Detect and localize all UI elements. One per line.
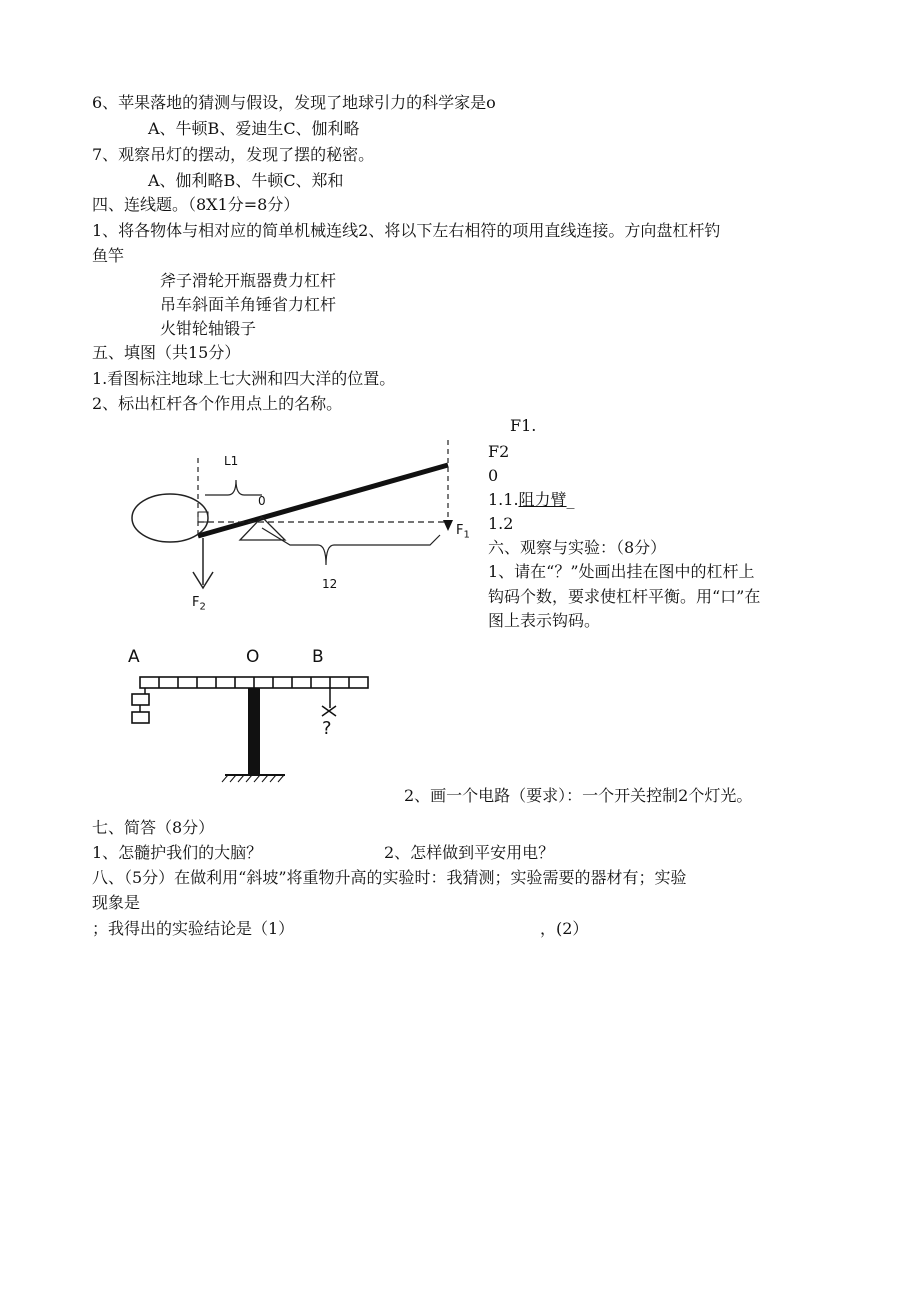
f2-force-sub: 2 [199,601,206,613]
label-item-2: 1.2 [488,514,514,533]
weight-a-1 [132,694,149,705]
beam [140,677,368,688]
section6-q1-line2: 钩码个数，要求使杠杆平衡。用“口”在 [488,587,761,606]
q6-question: 6、苹果落地的猜测与假设，发现了地球引力的科学家是o [92,93,496,112]
label-a: A [128,647,140,667]
section4-title: 四、连线题。（8X1分=8分） [92,195,300,214]
item-1-prefix: 1.1. [488,490,519,509]
section5-title: 五、填图（共15分） [92,343,241,362]
section8-line3a: ；我得出的实验结论是（1） [92,919,295,938]
section6-q1-line3: 图上表示钩码。 [488,611,601,630]
matching-row-1: 斧子滑轮开瓶器费力杠杆 [160,271,337,290]
section8-line3b: ，(2） [540,919,589,938]
label-balance-o: O [246,647,260,667]
label-fulcrum-o: 0 [258,494,266,508]
section7-q1: 1、怎髓护我们的大脑？ [92,843,263,862]
label-l1: L1 [224,454,239,468]
stand-pole [248,688,260,774]
section5-q2: 2、标出杠杆各个作用点上的名称。 [92,394,343,413]
section4-q1-line2: 鱼竿 [92,246,125,265]
section7-q2: 2、怎样做到平安用电？ [384,843,555,862]
matching-row-2: 吊车斜面羊角锤省力杠杆 [160,295,337,314]
label-l2: 12 [322,577,338,591]
weight-a-2 [132,712,149,723]
section8-line1: 八、（5分）在做利用“斜坡”将重物升高的实验时：我猜测；实验需要的器材有；实验 [92,868,687,887]
section5-q1: 1.看图标注地球上七大洲和四大洋的位置。 [92,369,396,388]
q6-options: A、牛顿B、爱迪生C、伽利略 [148,119,360,138]
q7-question: 7、观察吊灯的摆动，发现了摆的秘密。 [92,145,375,164]
f2-force-letter: F [192,595,200,610]
label-f2: F2 [488,442,510,461]
ground-hatch [222,775,284,782]
f1-force-sub: 1 [463,529,470,541]
label-f1: F1. [510,416,537,435]
section6-title: 六、观察与实验：（8分） [488,538,667,557]
section7-title: 七、简答（8分） [92,818,215,837]
f1-force-letter: F [456,523,464,538]
hook-b-curve [322,706,336,716]
item-1-suffix: _ [566,490,575,509]
question-mark: ? [322,718,332,739]
section6-q2: 2、画一个电路（要求）：一个开关控制2个灯光。 [404,786,753,805]
item-1-answer: 阻力臂 [518,490,567,509]
label-o: 0 [488,466,499,485]
matching-row-3: 火钳轮轴锻子 [160,319,257,338]
section6-q1-line1: 1、请在“？”处画出挂在图中的杠杆上 [488,562,755,581]
section4-q1-line1: 1、将各物体与相对应的简单机械连线2、将以下左右相符的项用直线连接。方向盘杠杆钓 [92,221,721,240]
section8-line2: 现象是 [92,893,141,912]
q7-options: A、伽利略B、牛顿C、郑和 [148,171,344,190]
label-b: B [312,647,324,667]
